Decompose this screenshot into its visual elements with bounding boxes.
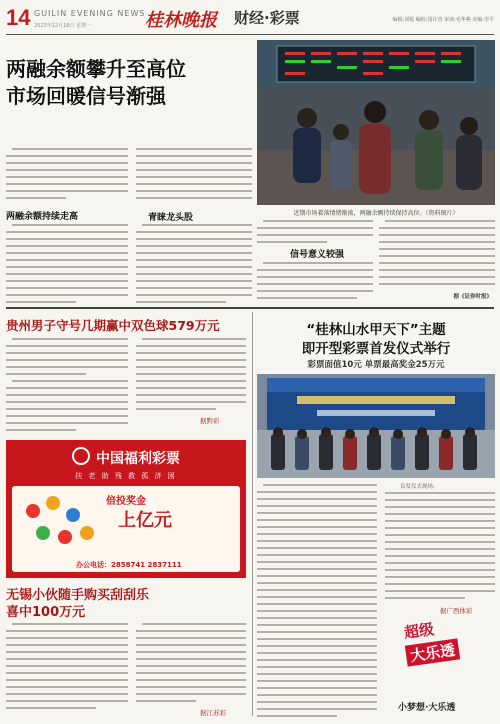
lottery-ball-icon [36,526,50,540]
subhead-leading-stocks: 青睐龙头股 [148,213,194,223]
ad-slogan: 扶 老 助 残 救 孤 济 困 [75,472,177,480]
lead-photo [257,40,495,205]
guilin-story-photo [257,374,495,478]
ad-promo-line-1: 倍投奖金 [106,496,146,507]
wuxi-story-headline-1: 无锡小伙随手购买刮刮乐 [6,588,150,603]
welfare-lottery-logo-icon [72,447,90,465]
editor-credits: 编辑:刘锐 编校:汤计青 审读:毛华燕 美编:李平 [392,17,494,23]
lottery-ball-icon [66,508,80,522]
section-divider [6,307,494,309]
guilin-photo-caption: 首发仪式现场。 [400,484,439,490]
lottery-ball-icon [46,496,60,510]
subhead-margin-balance: 两融余额持续走高 [6,212,79,222]
wuxi-story-headline-2: 喜中100万元 [6,605,86,620]
lead-headline-line-2: 市场回暖信号渐强 [6,84,166,108]
lottery-ball-icon [26,504,40,518]
issue-date: 2023年12月18日 星期一 [34,23,92,29]
lead-source: 据《证券时报》 [453,294,492,300]
subhead-signal: 信号意义较强 [290,250,345,260]
super-lotto-logo-line-2: 大乐透 [405,638,460,666]
masthead-logo: 桂林晚报 [145,10,217,31]
page-number: 14 [6,5,31,30]
super-lotto-logo-line-1: 超级 [402,619,436,642]
ad-hotline: 办公电话：2858741 2837111 [76,561,182,569]
column-divider [252,312,253,716]
guilin-story-credit: 据广西体彩 [440,607,473,615]
lottery-ball-icon [80,526,94,540]
guilin-story-headline-2: 即开型彩票首发仪式举行 [301,341,451,357]
paper-english-name: GUILIN EVENING NEWS [34,9,146,18]
welfare-lottery-ad [6,440,246,578]
lead-headline-line-1: 两融余额攀升至高位 [6,57,186,81]
guizhou-story-headline: 贵州男子守号几期赢中双色球579万元 [6,318,220,333]
wuxi-story-credit: 据江苏彩 [200,709,226,717]
guilin-story-deck: 彩票面值10元 单票最高奖金25万元 [307,360,445,370]
lottery-ball-icon [58,530,72,544]
guilin-story-headline-1: “桂林山水甲天下”主题 [306,322,446,338]
lead-headline [6,56,256,110]
header-rule [6,34,494,35]
ad-promo-line-2: 上亿元 [118,510,172,531]
super-lotto-ad [398,618,494,718]
super-lotto-tagline: 小梦想·大乐透 [398,703,456,713]
section-name: 财经·彩票 [234,9,300,27]
guizhou-story-credit: 据黔彩 [200,417,220,425]
lead-photo-caption: 近期市场着落情绪渐浓，两融余额持续保持高位。（资料图片） [293,210,459,217]
ad-brand: 中国福利彩票 [96,451,180,467]
